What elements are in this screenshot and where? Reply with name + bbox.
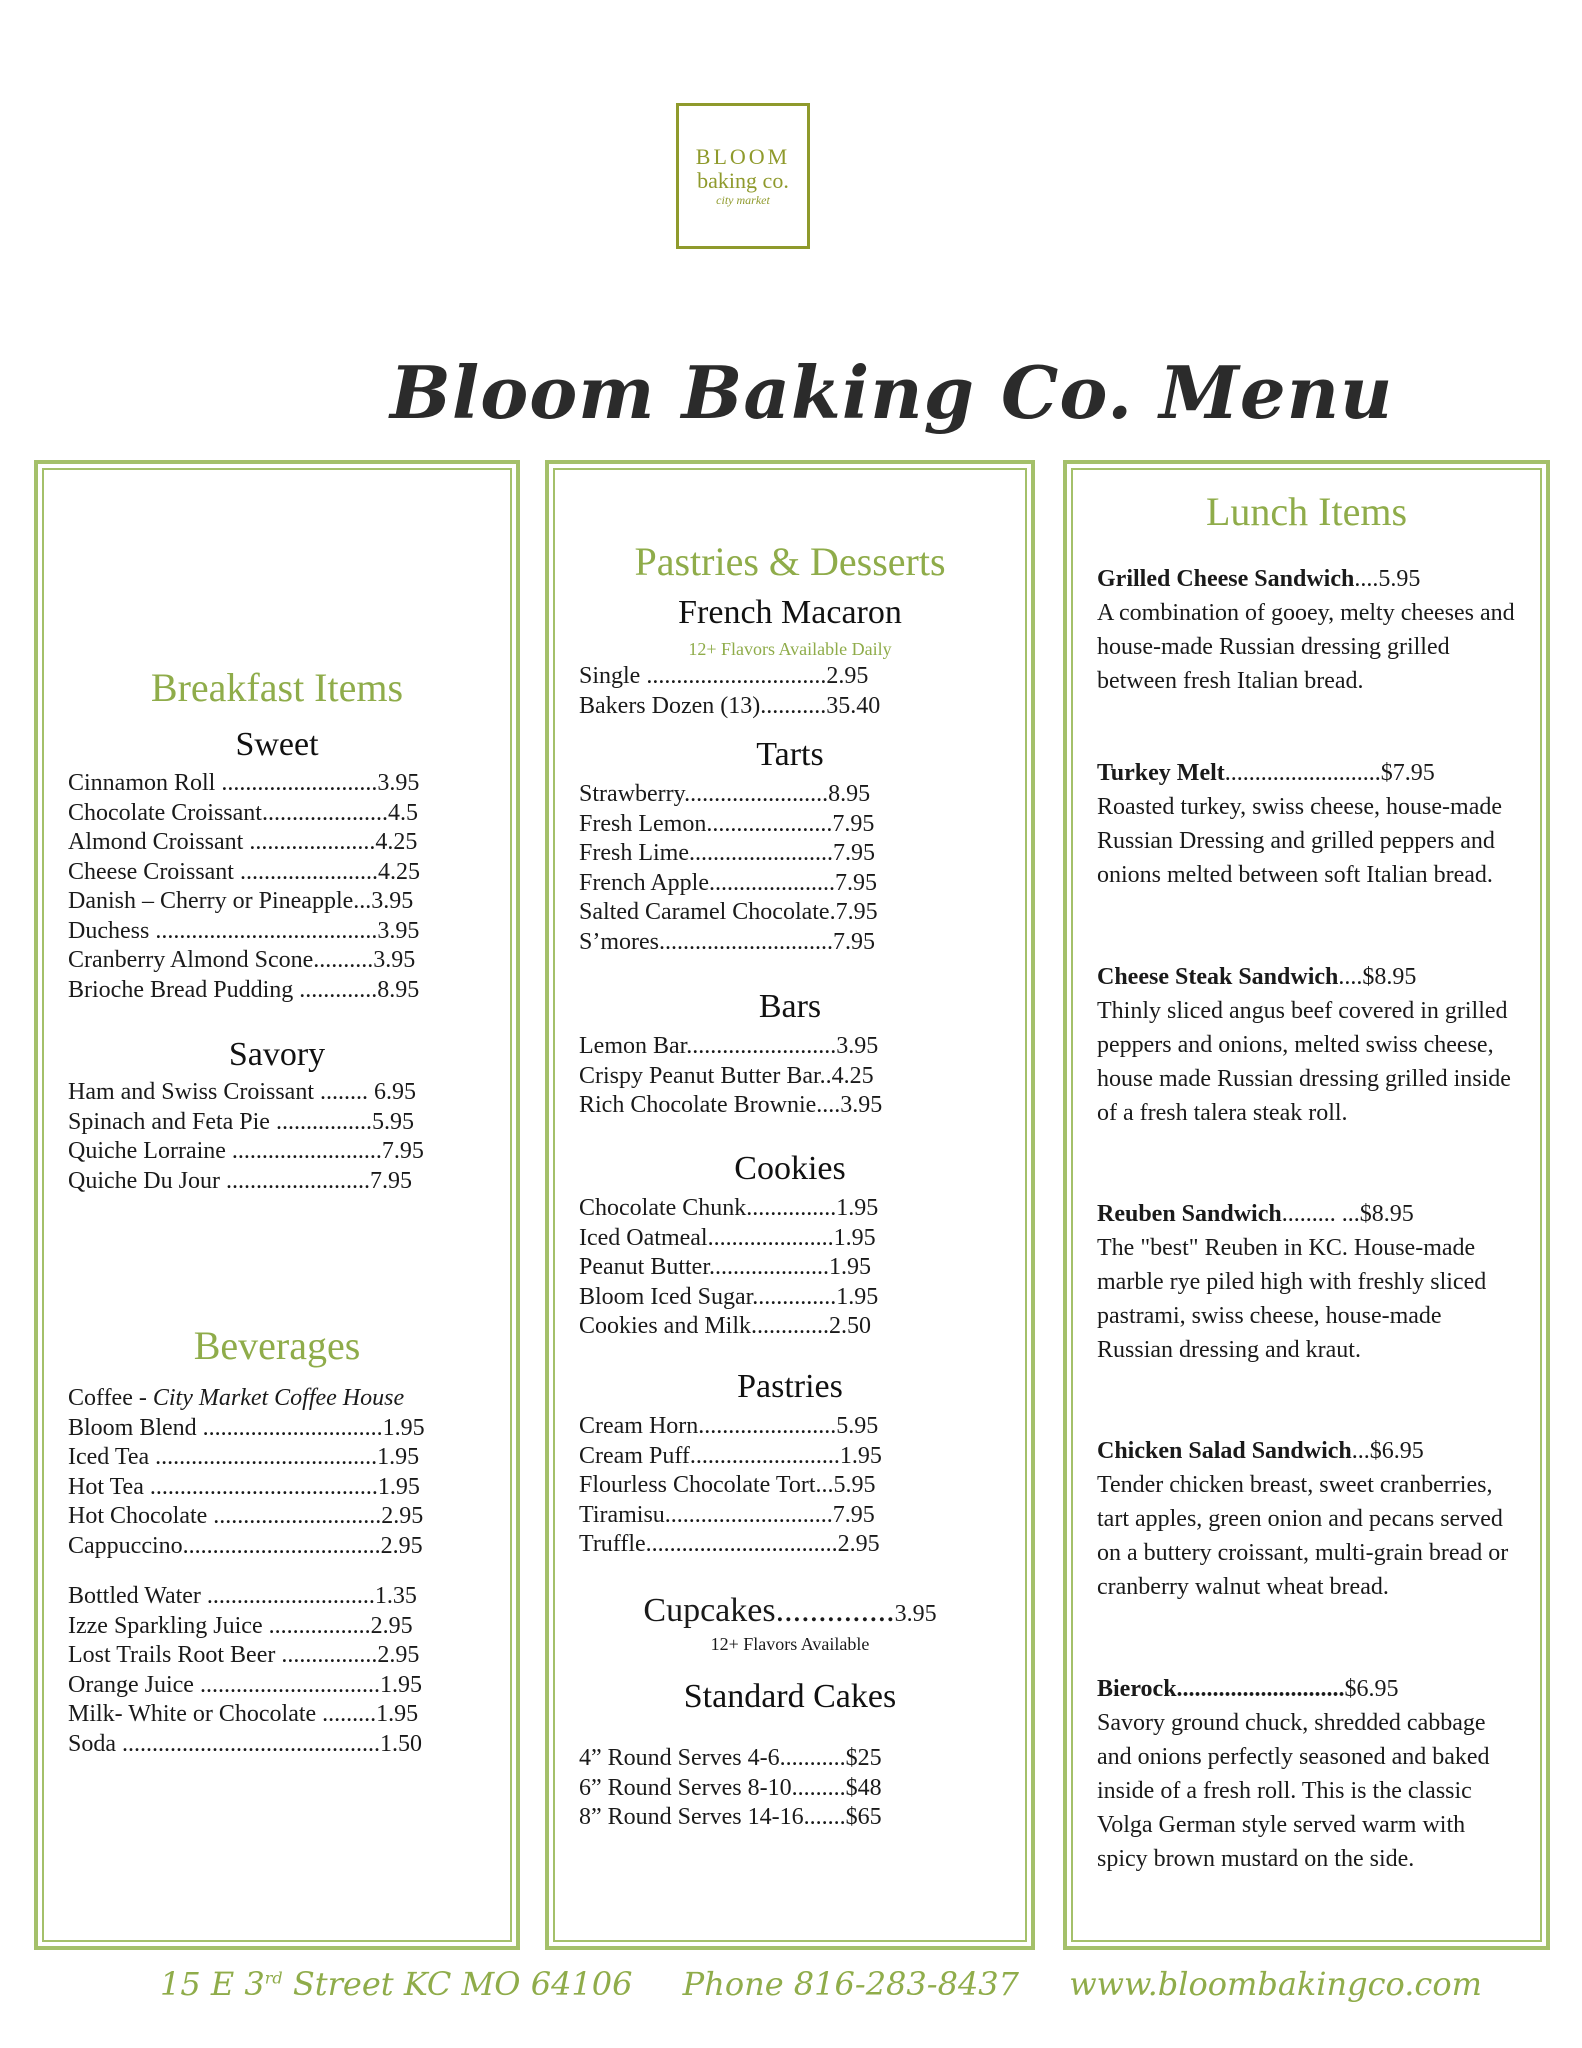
lunch-item-name: Chicken Salad Sandwich [1097, 1438, 1352, 1464]
menu-item: Peanut Butter....................1.95 [579, 1254, 871, 1280]
menu-item: S’mores.............................7.95 [579, 928, 875, 955]
lunch-item-name: Bierock............................ [1097, 1676, 1345, 1702]
menu-item: Bloom Iced Sugar..............1.95 [579, 1283, 879, 1310]
menu-item: Crispy Peanut Butter Bar..4.25 [579, 1062, 874, 1089]
menu-item: Single ..............................2.95 [579, 663, 869, 689]
lunch-item [1097, 756, 1517, 892]
cookies-heading: Cookies [734, 1150, 846, 1187]
menu-item: Strawberry........................8.95 [579, 781, 871, 807]
footer-address [160, 1965, 633, 2003]
footer-phone: Phone 816-283-8437 [682, 1965, 1020, 2003]
lunch-item-price: ....$8.95 [1338, 964, 1417, 990]
cookies-list [579, 1194, 878, 1342]
menu-item: Cheese Croissant .......................4.25 [68, 858, 420, 885]
sweet-list [68, 769, 420, 1005]
menu-item: Cappuccino.................................2.95 [68, 1532, 423, 1559]
menu-item: 4” Round Serves 4-6...........$25 [579, 1745, 882, 1771]
menu-item: Soda ...........................................1.50 [68, 1730, 422, 1757]
menu-item: Lost Trails Root Beer ................2.95 [68, 1642, 420, 1668]
menu-item: Almond Croissant .....................4.25 [68, 829, 418, 855]
logo [676, 103, 810, 249]
lunch-item [1097, 1434, 1517, 1604]
lunch-item-name: Cheese Steak Sandwich [1097, 964, 1339, 990]
menu-item: Fresh Lime........................7.95 [579, 840, 875, 866]
footer [160, 1965, 1482, 2003]
cakes-heading: Standard Cakes [683, 1678, 897, 1715]
lunch-item-desc: Roasted turkey, swiss cheese, house-made Russian Dressing and grilled peppers and onions melted between soft Italian bread. [1097, 794, 1502, 888]
menu-item: Brioche Bread Pudding .............8.95 [68, 976, 420, 1003]
menu-item: Milk- White or Chocolate .........1.95 [68, 1701, 419, 1727]
beverages-list [68, 1384, 425, 1561]
menu-item: Salted Caramel Chocolate.7.95 [579, 899, 878, 925]
lunch-item-name: Turkey Melt [1097, 760, 1225, 786]
tarts-list [579, 780, 878, 957]
lunch-item [1097, 1672, 1517, 1876]
menu-item: French Apple.....................7.95 [579, 869, 877, 896]
cupcakes-note: 12+ Flavors Available [710, 1634, 870, 1654]
cupcakes-price: 3.95 [894, 1601, 937, 1627]
menu-item: Cinnamon Roll ..........................3.95 [68, 770, 420, 796]
lunch-item-desc: A combination of gooey, melty cheeses and house-made Russian dressing grilled between fresh Italian bread. [1097, 600, 1515, 694]
menu-item: Iced Oatmeal.....................1.95 [579, 1224, 876, 1251]
lunch-item-price: ...$6.95 [1351, 1438, 1424, 1464]
menu-item: Fresh Lemon.....................7.95 [579, 810, 875, 837]
menu-item: Duchess .....................................3.95 [68, 917, 420, 944]
lunch-item-name: Grilled Cheese Sandwich [1097, 566, 1355, 592]
breakfast-panel [34, 460, 520, 1950]
lunch-panel [1063, 460, 1550, 1950]
logo-line-2: baking co. [697, 168, 789, 193]
menu-item: Cream Horn.......................5.95 [579, 1413, 879, 1439]
menu-item: Chocolate Croissant.....................4.5 [68, 799, 418, 826]
lunch-item-desc: The "best" Reuben in KC. House-made marble rye piled high with freshly sliced pastrami, swiss cheese, house-made Russian dressing and kraut. [1097, 1235, 1487, 1363]
cupcakes-heading: Cupcakes.............. [643, 1592, 895, 1629]
menu-item: Bottled Water ............................1.35 [68, 1583, 417, 1609]
savory-list [68, 1078, 424, 1196]
menu-item: Izze Sparkling Juice .................2.95 [68, 1612, 413, 1639]
macaron-list [579, 662, 880, 721]
menu-item: Orange Juice ..............................1.95 [68, 1671, 422, 1698]
logo-line-3: city market [716, 193, 770, 207]
pastries-panel [545, 460, 1035, 1950]
sweet-heading: Sweet [235, 726, 319, 763]
menu-item: Ham and Swiss Croissant ........ 6.95 [68, 1079, 416, 1105]
menu-item: Truffle................................2.95 [579, 1531, 880, 1557]
menu-item: Rich Chocolate Brownie....3.95 [579, 1092, 883, 1118]
menu-item: Hot Tea ......................................1.95 [68, 1473, 420, 1500]
pastries-subheading: Pastries [737, 1368, 843, 1405]
coffee-house: City Market Coffee House [152, 1385, 405, 1411]
menu-item: Quiche Lorraine .........................7.95 [68, 1138, 424, 1164]
lunch-item [1097, 960, 1517, 1130]
menu-item: 6” Round Serves 8-10.........$48 [579, 1774, 882, 1801]
menu-item: Bloom Blend ..............................1.95 [68, 1414, 425, 1441]
beverages-list-2 [68, 1582, 422, 1759]
beverages-heading: Beverages [193, 1323, 361, 1368]
menu-item: Bakers Dozen (13)...........35.40 [579, 692, 881, 719]
menu-item: Cranberry Almond Scone..........3.95 [68, 947, 416, 973]
breakfast-heading: Breakfast Items [150, 665, 404, 710]
lunch-heading: Lunch Items [1205, 489, 1408, 534]
lunch-item-desc: Thinly sliced angus beef covered in grilled peppers and onions, melted swiss cheese, house made Russian dressing grilled inside of a fresh talera steak roll. [1097, 998, 1511, 1126]
lunch-item [1097, 1197, 1517, 1367]
menu-item: Hot Chocolate ............................2.95 [68, 1503, 424, 1529]
lunch-item-name: Reuben Sandwich [1097, 1201, 1282, 1227]
menu-item: Flourless Chocolate Tort...5.95 [579, 1472, 876, 1498]
menu-item: Quiche Du Jour ........................7.95 [68, 1167, 412, 1194]
lunch-item-price: ....5.95 [1354, 566, 1421, 592]
lunch-item-price: $6.95 [1344, 1676, 1399, 1702]
lunch-item-price: ..........................$7.95 [1224, 760, 1435, 786]
menu-item: Spinach and Feta Pie ................5.95 [68, 1108, 414, 1135]
coffee-line [68, 1384, 425, 1414]
menu-item: Chocolate Chunk...............1.95 [579, 1195, 879, 1221]
menu-item: Iced Tea .....................................1.95 [68, 1444, 420, 1470]
address-post: Street KC MO 64106 [282, 1965, 633, 2003]
lunch-item-price: ......... ...$8.95 [1281, 1201, 1414, 1227]
bars-list [579, 1032, 882, 1121]
tarts-heading: Tarts [756, 736, 824, 773]
address-sup: rd [264, 1968, 283, 1988]
menu-item: Cookies and Milk.............2.50 [579, 1313, 871, 1339]
macaron-heading: French Macaron [678, 594, 902, 631]
coffee-label: Coffee - [68, 1385, 153, 1411]
footer-web[interactable]: www.bloombakingco.com [1069, 1965, 1482, 2003]
lunch-item-desc: Savory ground chuck, shredded cabbage and onions perfectly seasoned and baked inside of a fresh roll. This is the classic Volga German style served warm with spicy brown mustard on the side. [1097, 1710, 1490, 1872]
savory-heading: Savory [228, 1036, 326, 1073]
menu-item: Danish – Cherry or Pineapple...3.95 [68, 888, 414, 914]
address-pre: 15 E 3 [160, 1965, 265, 2003]
lunch-item [1097, 562, 1517, 698]
menu-item: Tiramisu............................7.95 [579, 1501, 875, 1528]
menu-item: Lemon Bar.........................3.95 [579, 1033, 879, 1059]
macaron-note: 12+ Flavors Available Daily [688, 639, 892, 659]
pastries-heading: Pastries & Desserts [634, 539, 946, 584]
bars-heading: Bars [758, 988, 822, 1025]
menu-item: 8” Round Serves 14-16.......$65 [579, 1804, 882, 1830]
page-title: Bloom Baking Co. Menu [390, 350, 1394, 435]
cupcakes-line [549, 1592, 1031, 1630]
menu-item: Cream Puff.........................1.95 [579, 1442, 882, 1469]
lunch-item-desc: Tender chicken breast, sweet cranberries, tart apples, green onion and pecans served on a buttery croissant, multi-grain bread or cranberry walnut wheat bread. [1097, 1472, 1509, 1600]
pastries-list [579, 1412, 882, 1560]
cakes-list [579, 1744, 882, 1833]
logo-line-1: BLOOM [695, 144, 791, 169]
